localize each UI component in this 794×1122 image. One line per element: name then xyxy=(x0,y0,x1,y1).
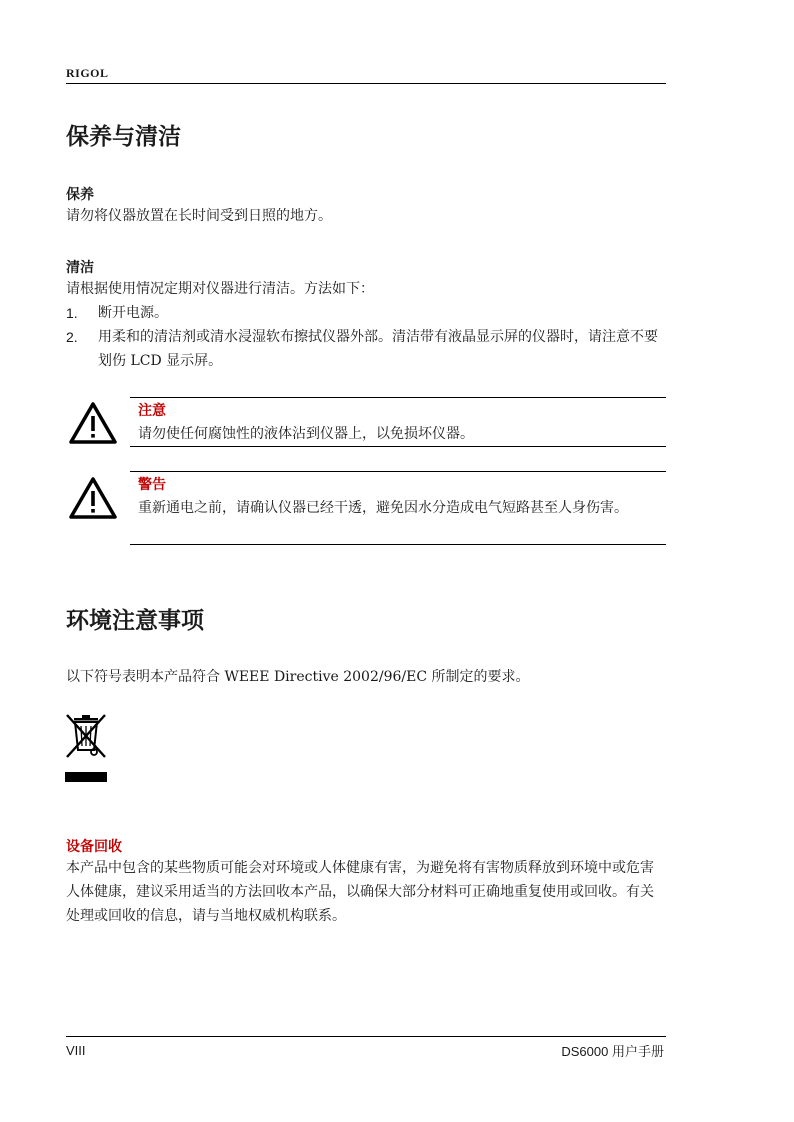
caution-top-rule xyxy=(130,397,666,398)
manual-title xyxy=(561,1041,664,1060)
weee-intro: 以下符号表明本产品符合 WEEE Directive 2002/96/EC 所制定的要求。 xyxy=(66,669,530,685)
warning-text: 重新通电之前，请确认仪器已经干透，避免因水分造成电气短路甚至人身伤害。 xyxy=(138,500,628,516)
warning-bottom-rule xyxy=(130,544,666,545)
section-title-care: 保养与清洁 xyxy=(66,124,181,150)
cleaning-steps xyxy=(66,301,666,373)
caution-text: 请勿使任何腐蚀性的液体沾到仪器上，以免损坏仪器。 xyxy=(138,426,474,442)
heading-maintenance: 保养 xyxy=(66,187,94,203)
manual-model: DS6000 xyxy=(561,1044,609,1059)
heading-recycle: 设备回收 xyxy=(66,839,122,855)
manual-label: 用户手册 xyxy=(611,1045,664,1060)
heading-cleaning: 清洁 xyxy=(66,260,94,276)
step-number: 1. xyxy=(66,305,78,321)
list-item xyxy=(66,325,666,373)
footer-rule xyxy=(66,1036,666,1037)
maintenance-text: 请勿将仪器放置在长时间受到日照的地方。 xyxy=(66,208,332,224)
warning-triangle-icon xyxy=(68,401,118,445)
step-text: 断开电源。 xyxy=(98,305,168,321)
brand-logo-text: RIGOL xyxy=(66,66,109,80)
caution-bottom-rule xyxy=(130,446,666,447)
cleaning-intro: 请根据使用情况定期对仪器进行清洁。方法如下： xyxy=(66,281,374,297)
recycle-text: 本产品中包含的某些物质可能会对环境或人体健康有害，为避免将有害物质释放到环境中或危害人体健康，建议采用适当的方法回收本产品，以确保大部分材料可正确地重复使用或回收。有关处理或回收的信息，请与当地权威机构联系。 xyxy=(66,860,654,924)
weee-bin-icon xyxy=(64,712,108,784)
warning-triangle-icon xyxy=(68,476,118,520)
warning-title: 警告 xyxy=(138,477,166,493)
caution-callout xyxy=(138,400,666,446)
step-number: 2. xyxy=(66,329,78,345)
section-title-environment: 环境注意事项 xyxy=(66,608,204,634)
step-text: 用柔和的清洁剂或清水浸湿软布擦拭仪器外部。清洁带有液晶显示屏的仪器时，请注意不要划伤 LCD 显示屏。 xyxy=(98,329,658,369)
caution-title: 注意 xyxy=(138,403,166,419)
list-item xyxy=(66,301,666,325)
page-number: VIII xyxy=(66,1043,86,1058)
header-rule xyxy=(66,83,666,84)
warning-callout xyxy=(138,474,666,520)
warning-top-rule xyxy=(130,471,666,472)
